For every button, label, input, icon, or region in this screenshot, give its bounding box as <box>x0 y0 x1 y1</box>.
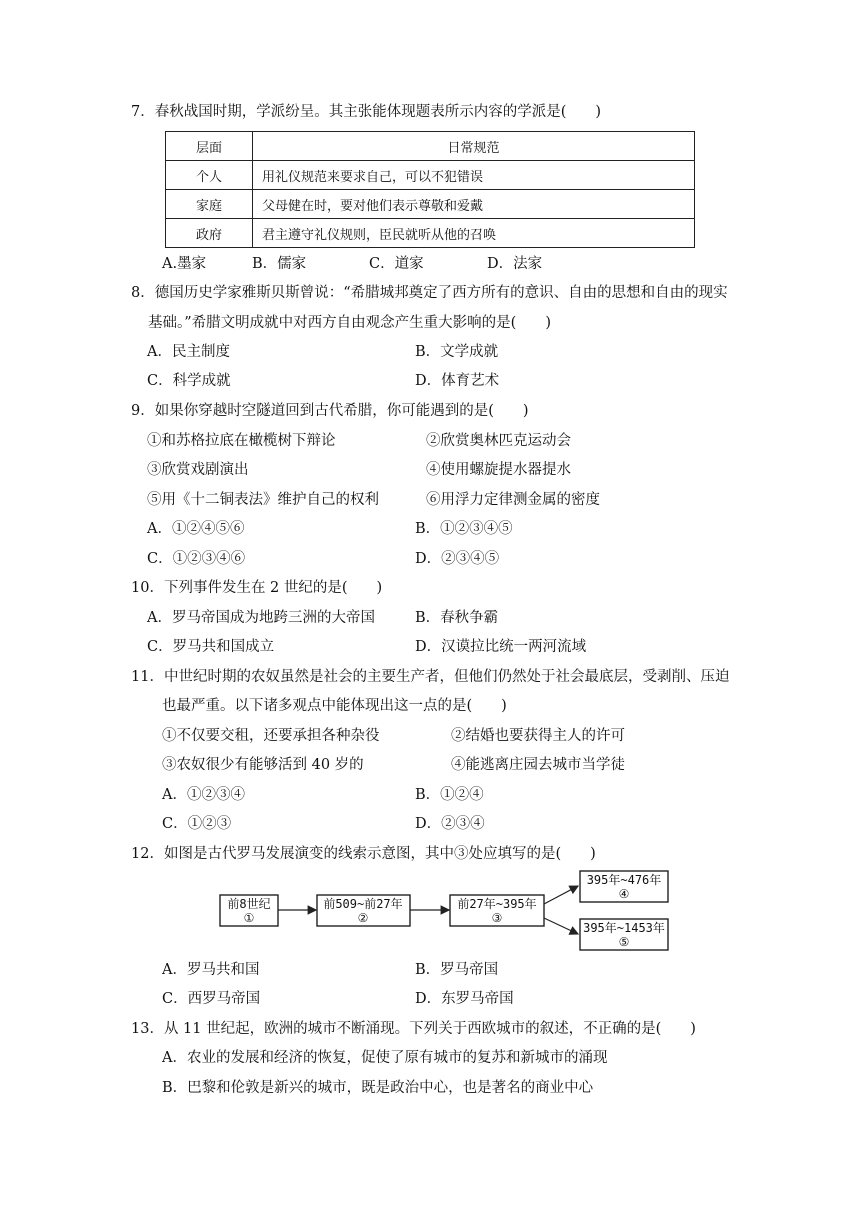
q8-option-d[interactable]: D．体育艺术 <box>415 373 500 389</box>
q7-stem: 7．春秋战国时期，学派纷呈。其主张能体现题表所示内容的学派是( ) <box>131 104 602 120</box>
diagram-box-2-num: ② <box>357 911 369 925</box>
q13-option-a[interactable]: A．农业的发展和经济的恢复，促使了原有城市的复苏和新城市的涌现 <box>162 1050 608 1066</box>
q8-option-a[interactable]: A．民主制度 <box>147 344 230 360</box>
q11-stem-line1: 11．中世纪时期的农奴虽然是社会的主要生产者，但他们仍然处于社会最底层，受剥削、压迫 <box>131 669 730 685</box>
diagram-box-3-num: ③ <box>491 911 503 925</box>
q12-option-c[interactable]: C．西罗马帝国 <box>162 991 261 1007</box>
q8-option-c[interactable]: C．科学成就 <box>147 373 231 389</box>
q9-item-3: ③欣赏戏剧演出 <box>147 462 249 478</box>
q10-option-d[interactable]: D．汉谟拉比统一两河流域 <box>415 639 587 655</box>
q7-option-c[interactable]: C．道家 <box>369 256 424 272</box>
diagram-box-2-period: 前509~前27年 <box>323 897 403 911</box>
diagram-box-4-num: ④ <box>618 887 630 901</box>
q8-option-b[interactable]: B．文学成就 <box>415 344 499 360</box>
q9-item-6: ⑥用浮力定律测金属的密度 <box>426 492 600 508</box>
q9-option-a[interactable]: A．①②④⑤⑥ <box>147 521 245 537</box>
diagram-arrow <box>544 886 578 904</box>
q9-item-2: ②欣赏奥林匹克运动会 <box>426 433 571 449</box>
q11-item-3: ③农奴很少有能够活到 40 岁的 <box>162 757 364 773</box>
table-header-row <box>166 132 695 161</box>
table-cell: 君主遵守礼仪规则，臣民就听从他的召唤 <box>253 219 695 248</box>
q11-item-1: ①不仅要交租，还要承担各种杂役 <box>162 728 380 744</box>
q7-option-a[interactable]: A.墨家 <box>162 256 207 272</box>
q10-stem: 10．下列事件发生在 2 世纪的是( ) <box>131 580 383 596</box>
table-row <box>166 190 695 219</box>
diagram-box-3-period: 前27年~395年 <box>457 897 537 911</box>
q9-item-1: ①和苏格拉底在橄榄树下辩论 <box>147 433 336 449</box>
rome-timeline-diagram <box>215 868 685 954</box>
diagram-box-4-period: 395年~476年 <box>586 873 662 887</box>
q12-option-d[interactable]: D．东罗马帝国 <box>415 991 514 1007</box>
q11-stem-line2: 也最严重。以下诸多观点中能体现出这一点的是( ) <box>162 698 507 714</box>
q10-option-c[interactable]: C．罗马共和国成立 <box>147 639 275 655</box>
table-cell: 家庭 <box>166 190 253 219</box>
q9-stem: 9．如果你穿越时空隧道回到古代希腊，你可能遇到的是( ) <box>131 403 529 419</box>
q9-option-c[interactable]: C．①②③④⑥ <box>147 551 246 567</box>
q12-stem: 12．如图是古代罗马发展演变的线索示意图，其中③处应填写的是( ) <box>131 846 596 862</box>
table-row <box>166 219 695 248</box>
q9-item-4: ④使用螺旋提水器提水 <box>426 462 571 478</box>
q11-option-a[interactable]: A．①②③④ <box>162 787 245 803</box>
diagram-box-5-period: 395年~1453年 <box>583 921 665 935</box>
q11-option-c[interactable]: C．①②③ <box>162 816 232 832</box>
table-header-norm: 日常规范 <box>253 132 695 161</box>
q8-stem-line2: 基础。”希腊文明成就中对西方自由观念产生重大影响的是( ) <box>148 315 551 331</box>
diagram-box-5-num: ⑤ <box>618 935 630 949</box>
q7-option-b[interactable]: B．儒家 <box>252 256 307 272</box>
table-header-level: 层面 <box>166 132 253 161</box>
table-cell: 父母健在时，要对他们表示尊敬和爱戴 <box>253 190 695 219</box>
q11-item-2: ②结婚也要获得主人的许可 <box>451 728 625 744</box>
table-cell: 用礼仪规范来要求自己，可以不犯错误 <box>253 161 695 190</box>
q13-stem: 13．从 11 世纪起，欧洲的城市不断涌现。下列关于西欧城市的叙述，不正确的是( ) <box>131 1021 696 1037</box>
table-row <box>166 161 695 190</box>
q11-item-4: ④能逃离庄园去城市当学徒 <box>451 757 625 773</box>
q12-option-a[interactable]: A．罗马共和国 <box>162 962 260 978</box>
q7-table <box>165 131 695 248</box>
table-cell: 个人 <box>166 161 253 190</box>
diagram-box-1-num: ① <box>243 911 255 925</box>
q12-option-b[interactable]: B．罗马帝国 <box>415 962 499 978</box>
diagram-arrow <box>544 918 578 934</box>
q7-option-d[interactable]: D．法家 <box>487 256 543 272</box>
table-cell: 政府 <box>166 219 253 248</box>
q13-option-b[interactable]: B．巴黎和伦敦是新兴的城市，既是政治中心，也是著名的商业中心 <box>162 1080 594 1096</box>
q11-option-b[interactable]: B．①②④ <box>415 787 484 803</box>
diagram-box-1-period: 前8世纪 <box>227 897 271 911</box>
q9-option-d[interactable]: D．②③④⑤ <box>415 551 500 567</box>
q11-option-d[interactable]: D．②③④ <box>415 816 485 832</box>
q8-stem-line1: 8．德国历史学家雅斯贝斯曾说：“希腊城邦奠定了西方所有的意识、自由的思想和自由的现实 <box>131 285 728 301</box>
q9-item-5: ⑤用《十二铜表法》维护自己的权利 <box>147 492 379 508</box>
q10-option-a[interactable]: A．罗马帝国成为地跨三洲的大帝国 <box>147 610 375 626</box>
q9-option-b[interactable]: B．①②③④⑤ <box>415 521 513 537</box>
q10-option-b[interactable]: B．春秋争霸 <box>415 610 499 626</box>
